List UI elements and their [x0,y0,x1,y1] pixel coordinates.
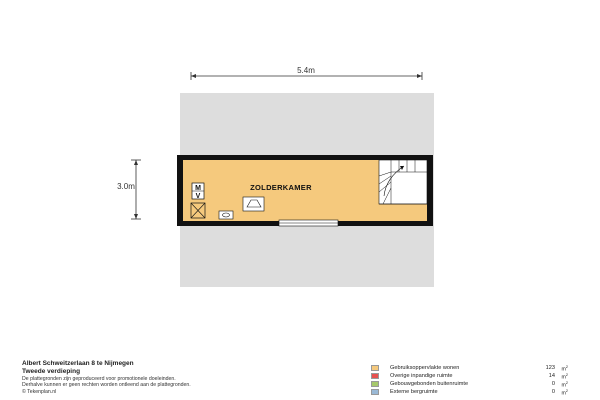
legend-row [371,380,581,388]
copyright: © Tekenplan.nl [22,388,57,395]
legend-label: Externe bergruimte [390,389,438,395]
legend-unit: $m^2$ [561,373,568,381]
address: Albert Schweitzerlaan 8 te Nijmegen [22,360,134,367]
floor-name: Tweede verdieping [22,368,81,375]
legend-value: 123 [545,365,555,371]
room-label-zolderkamer: ZOLDERKAMER [250,183,312,192]
legend-swatch-living [371,365,379,371]
legend-row [371,388,581,396]
height-dimension-label: 3.0m [117,182,135,191]
mv-symbol-m: M [195,185,201,192]
legend-swatch-storage [371,389,379,395]
area-legend [371,364,581,396]
cupboard [191,203,205,218]
legend-swatch-other [371,373,379,379]
legend-label: Overige inpandige ruimte [390,373,453,379]
legend-row [371,372,581,380]
width-dimension-label: 5.4m [297,66,315,75]
staircase [379,160,427,204]
legend-label: Gebruiksoppervlakte wonen [390,365,460,371]
legend-value: 0 [551,381,555,387]
boiler-unit [243,197,264,211]
legend-value: 14 [548,373,555,379]
legend-value: 0 [551,389,555,395]
legend-label: Gebouwgebonden buitenruimte [390,381,469,387]
legend-swatch-outdoor [371,381,379,387]
legend-unit: $m^2$ [561,381,568,389]
disclaimer-line: Derhalve kunnen er geen rechten worden ontleend aan de plattegronden. [22,382,191,389]
legend-unit: $m^2$ [561,389,568,397]
washing-machine [219,211,233,219]
legend-unit: $m^2$ [561,365,568,373]
footer-info [22,360,352,395]
legend-row [371,364,581,372]
disclaimer-line: De plattegronden zijn geproduceerd voor promotionele doeleinden. [22,376,176,382]
mv-symbol-v: V [195,193,201,200]
